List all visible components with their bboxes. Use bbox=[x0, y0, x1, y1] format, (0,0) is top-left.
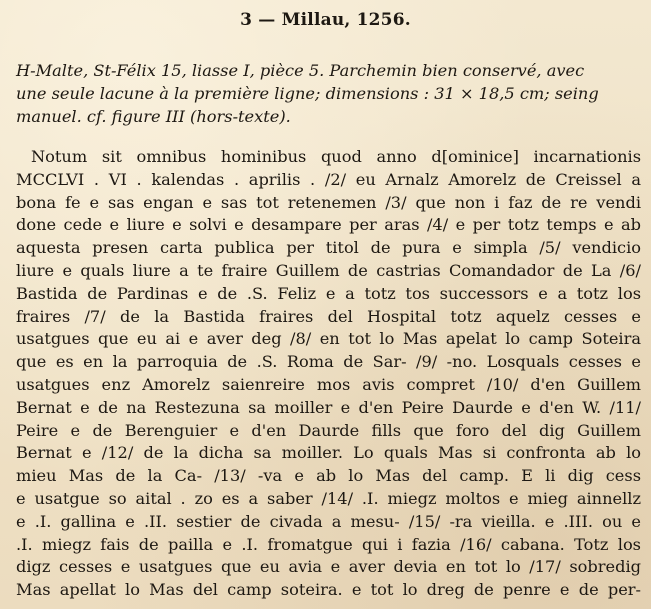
text-line: e usatgue so aital . zo es a saber /14/ .I. miegz moltos e mieg ainnellz bbox=[16, 488, 641, 508]
text-line: fraires /7/ de la Bastida fraires del Hospital totz aquelz cesses e bbox=[16, 306, 641, 326]
text-line: que es en la parroquia de .S. Roma de Sar- /9/ -no. Losquals cesses e bbox=[16, 352, 641, 372]
text-line: MCCLVI . VI . kalendas . aprilis . /2/ eu Arnalz Amorelz de Creissel a bbox=[16, 169, 641, 189]
text-line: Bernat e /12/ de la dicha sa moiller. Lo quals Mas si confronta ab lo bbox=[16, 443, 641, 463]
text-line: Bernat e de na Restezuna sa moiller e d'en Peire Daurde e d'en W. /11/ bbox=[16, 397, 641, 417]
text-line: Notum sit omnibus hominibus quod anno d[ominice] incarnationis bbox=[31, 147, 641, 166]
text-line: done cede e liure e solvi e desampare per aras /4/ e per totz temps e ab bbox=[16, 215, 641, 235]
text-line: usatgues que eu ai e aver deg /8/ en tot lo Mas apelat lo camp Soteira bbox=[16, 329, 641, 349]
charter-text bbox=[16, 146, 641, 602]
source-line: H-Malte, St-Félix 15, liasse I, pièce 5. Parchemin bien conservé, avec bbox=[16, 61, 585, 80]
text-line: .I. miegz fais de pailla e .I. fromatgue qui i fazia /16/ cabana. Totz los bbox=[16, 534, 641, 554]
text-line: liure e quals liure a te fraire Guillem de castrias Comandador de La /6/ bbox=[16, 260, 641, 280]
text-line: mieu Mas de la Ca- /13/ -va e ab lo Mas del camp. E li dig cess bbox=[16, 466, 641, 486]
text-line: bona fe e sas engan e sas tot retenemen /3/ que non i faz de re vendi bbox=[16, 192, 641, 212]
text-line: aquesta presen carta publica per titol de pura e simpla /5/ vendicio bbox=[16, 238, 641, 258]
source-note bbox=[16, 60, 641, 128]
text-line: e .I. gallina e .II. sestier de civada a mesu- /15/ -ra vieilla. e .III. ou e bbox=[16, 511, 641, 531]
text-line: usatgues enz Amorelz saienreire mos avis compret /10/ d'en Guillem bbox=[16, 374, 641, 394]
text-line: digz cesses e usatgues que eu avia e aver devia en tot lo /17/ sobredig bbox=[16, 557, 641, 577]
source-line: une seule lacune à la première ligne; dimensions : 31 × 18,5 cm; seing bbox=[16, 83, 599, 103]
text-line: Bastida de Pardinas e de .S. Feliz e a totz tos successors e a totz los bbox=[16, 283, 641, 303]
text-line: Mas apellat lo Mas del camp soteira. e tot lo dreg de penre e de per- bbox=[16, 580, 641, 600]
document-title: 3 — Millau, 1256. bbox=[240, 10, 411, 30]
source-line: manuel. cf. figure III (hors-texte). bbox=[16, 106, 291, 126]
text-line: Peire e de Berenguier e d'en Daurde fills que foro del dig Guillem bbox=[16, 420, 641, 440]
